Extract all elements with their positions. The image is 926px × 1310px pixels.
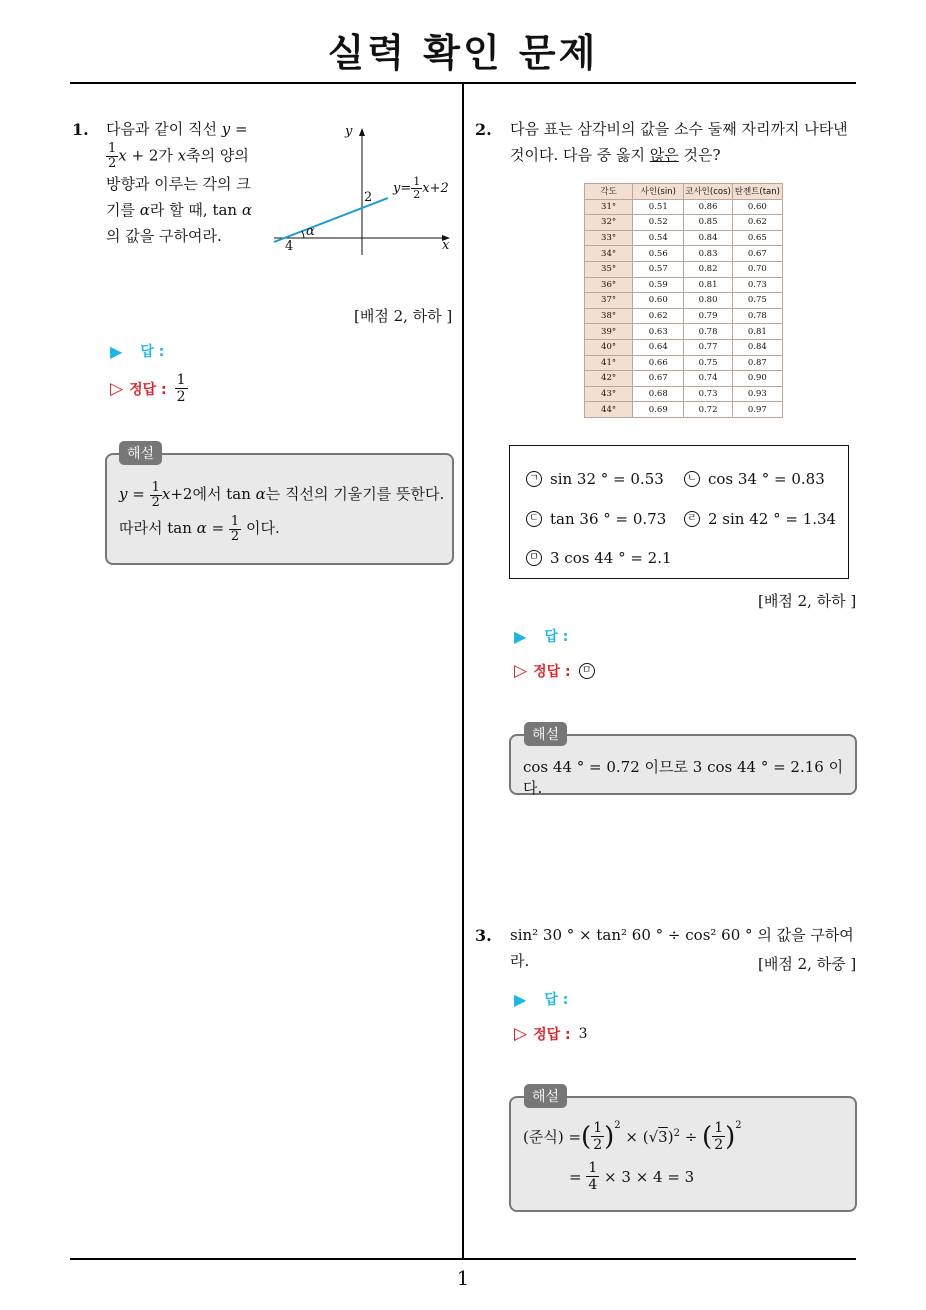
q1-correct-row: ▷ 정답 : $\frac{1}{2}$ bbox=[110, 372, 186, 405]
choice-3[interactable]: ㄷ tan 36 ° = 0.73 bbox=[526, 510, 666, 528]
value-cell: 0.81 bbox=[684, 277, 732, 293]
table-row bbox=[585, 293, 783, 309]
alpha-label: α bbox=[306, 224, 315, 239]
line-equation-label: y= $\frac{1}{2}$ x+2 bbox=[393, 175, 449, 201]
value-cell: 0.69 bbox=[633, 402, 684, 418]
angle-cell: 41° bbox=[585, 355, 633, 371]
value-cell: 0.75 bbox=[684, 355, 732, 371]
value-cell: 0.56 bbox=[633, 246, 684, 262]
value-cell: 0.54 bbox=[633, 230, 684, 246]
q2-points: [배점 2, 하하 ] bbox=[758, 592, 857, 610]
value-cell: 0.90 bbox=[732, 371, 782, 387]
value-cell: 0.85 bbox=[684, 215, 732, 231]
value-cell: 0.72 bbox=[684, 402, 732, 418]
value-cell: 0.81 bbox=[732, 324, 782, 340]
table-row bbox=[585, 215, 783, 231]
angle-cell: 36° bbox=[585, 277, 633, 293]
angle-cell: 32° bbox=[585, 215, 633, 231]
page-number: 1 bbox=[456, 1266, 470, 1290]
angle-cell: 31° bbox=[585, 199, 633, 215]
value-cell: 0.77 bbox=[684, 339, 732, 355]
table-row bbox=[585, 261, 783, 277]
value-cell: 0.60 bbox=[732, 199, 782, 215]
table-row bbox=[585, 386, 783, 402]
triangle-outline-icon: ▷ bbox=[514, 661, 528, 681]
value-cell: 0.84 bbox=[684, 230, 732, 246]
value-cell: 0.93 bbox=[732, 386, 782, 402]
trig-table-header: 각도 사인(sin) 코사인(cos) 탄젠트(tan) bbox=[585, 184, 783, 200]
table-row bbox=[585, 355, 783, 371]
table-row bbox=[585, 339, 783, 355]
play-icon: ▶ bbox=[514, 989, 527, 1009]
angle-cell: 34° bbox=[585, 246, 633, 262]
value-cell: 0.62 bbox=[633, 308, 684, 324]
angle-cell: 40° bbox=[585, 339, 633, 355]
q2-number: 2. bbox=[475, 120, 492, 139]
value-cell: 0.59 bbox=[633, 277, 684, 293]
y-axis-label: y bbox=[345, 124, 353, 139]
q3-solution-line1: (준식) = ( $\frac{1}{2}$ ) $^2$ × $(√3)^2$ ÷ ( $\frac{1}{2}$ ) $^2$ bbox=[523, 1120, 742, 1153]
value-cell: 0.86 bbox=[684, 199, 732, 215]
value-cell: 0.67 bbox=[732, 246, 782, 262]
column-divider bbox=[462, 83, 464, 1258]
x-axis-label: x bbox=[442, 238, 450, 253]
value-cell: 0.63 bbox=[633, 324, 684, 340]
value-cell: 0.74 bbox=[684, 371, 732, 387]
table-row bbox=[585, 371, 783, 387]
play-icon: ▶ bbox=[514, 626, 527, 646]
trig-table bbox=[584, 183, 783, 418]
value-cell: 0.97 bbox=[732, 402, 782, 418]
angle-arc bbox=[302, 231, 304, 238]
table-row bbox=[585, 308, 783, 324]
bottom-rule bbox=[70, 1258, 856, 1260]
table-row bbox=[585, 277, 783, 293]
angle-cell: 33° bbox=[585, 230, 633, 246]
choice-4[interactable]: ㄹ 2 sin 42 ° = 1.34 bbox=[684, 510, 836, 528]
value-cell: 0.80 bbox=[684, 293, 732, 309]
q2-choices-box bbox=[509, 445, 849, 579]
value-cell: 0.70 bbox=[732, 261, 782, 277]
page-title: 실력 확인 문제 bbox=[327, 31, 599, 75]
q1-points: [배점 2, 하하 ] bbox=[354, 307, 453, 325]
q1-solution-tag: 해설 bbox=[119, 441, 162, 465]
q3-correct-value: 3 bbox=[578, 1026, 588, 1042]
value-cell: 0.83 bbox=[684, 246, 732, 262]
angle-cell: 38° bbox=[585, 308, 633, 324]
q2-text: 다음 표는 삼각비의 값을 소수 둘째 자리까지 나타낸 것이다. 다음 중 옳지 않은 것은? bbox=[510, 120, 848, 164]
value-cell: 0.78 bbox=[732, 308, 782, 324]
q3-number: 3. bbox=[475, 926, 492, 945]
angle-cell: 39° bbox=[585, 324, 633, 340]
choice-2[interactable]: ㄴ cos 34 ° = 0.83 bbox=[684, 470, 825, 488]
table-row bbox=[585, 230, 783, 246]
value-cell: 0.87 bbox=[732, 355, 782, 371]
value-cell: 0.65 bbox=[732, 230, 782, 246]
value-cell: 0.60 bbox=[633, 293, 684, 309]
value-cell: 0.66 bbox=[633, 355, 684, 371]
play-icon: ▶ bbox=[110, 341, 123, 361]
q2-correct-value: ㅁ bbox=[579, 663, 595, 679]
q1-solution-box bbox=[105, 453, 454, 565]
triangle-outline-icon: ▷ bbox=[514, 1024, 528, 1044]
value-cell: 0.79 bbox=[684, 308, 732, 324]
q1-answer-row: ▶ 답 : bbox=[110, 341, 165, 361]
value-cell: 0.62 bbox=[732, 215, 782, 231]
q3-solution-box bbox=[509, 1096, 857, 1212]
value-cell: 0.64 bbox=[633, 339, 684, 355]
table-row bbox=[585, 246, 783, 262]
q1-number: 1. bbox=[72, 120, 89, 139]
value-cell: 0.75 bbox=[732, 293, 782, 309]
angle-cell: 42° bbox=[585, 371, 633, 387]
value-cell: 0.73 bbox=[684, 386, 732, 402]
value-cell: 0.78 bbox=[684, 324, 732, 340]
value-cell: 0.57 bbox=[633, 261, 684, 277]
q2-solution-text: cos 44 ° = 0.72 이므로 3 cos 44 ° = 2.16 이다. bbox=[523, 758, 844, 797]
q3-answer-row: ▶ 답 : bbox=[514, 989, 569, 1009]
angle-cell: 37° bbox=[585, 293, 633, 309]
q3-points: [배점 2, 하중 ] bbox=[758, 955, 857, 973]
triangle-outline-icon: ▷ bbox=[110, 378, 124, 399]
q2-solution-tag: 해설 bbox=[524, 722, 567, 746]
q3-solution-line2: = $\frac{1}{4}$ × 3 × 4 = 3 bbox=[569, 1160, 695, 1193]
x-intercept-label: 4 bbox=[285, 239, 294, 254]
angle-cell: 43° bbox=[585, 386, 633, 402]
table-row bbox=[585, 324, 783, 340]
q2-correct-row: ▷ 정답 : ㅁ bbox=[514, 661, 603, 681]
choice-1[interactable]: ㄱ sin 32 ° = 0.53 bbox=[526, 470, 664, 488]
q3-correct-row: ▷ 정답 : 3 bbox=[514, 1024, 588, 1044]
q3-solution-tag: 해설 bbox=[524, 1084, 567, 1108]
y-axis-arrow bbox=[359, 128, 365, 136]
choice-5[interactable]: ㅁ 3 cos 44 ° = 2.1 bbox=[526, 549, 672, 567]
q3-text: sin² 30 ° × tan² 60 ° ÷ cos² 60 ° 의 값을 구하여라. bbox=[510, 926, 854, 970]
angle-cell: 35° bbox=[585, 261, 633, 277]
table-row bbox=[585, 199, 783, 215]
value-cell: 0.67 bbox=[633, 371, 684, 387]
value-cell: 0.82 bbox=[684, 261, 732, 277]
value-cell: 0.52 bbox=[633, 215, 684, 231]
q1-text: 다음과 같이 직선 y = $\frac{1}{2}$ x + 2가 x축의 양의 방향과 이루는 각의 크기를 α라 할 때, tan α의 값을 구하여라. bbox=[106, 120, 252, 245]
q1-solution-text: y = $\frac{1}{2}$ x+2에서 tan α는 직선의 기울기를 뜻한다. 따라서 tan α = $\frac{1}{2}$ 이다. bbox=[119, 479, 445, 544]
q2-answer-row: ▶ 답 : bbox=[514, 626, 569, 646]
angle-cell: 44° bbox=[585, 402, 633, 418]
value-cell: 0.68 bbox=[633, 386, 684, 402]
value-cell: 0.73 bbox=[732, 277, 782, 293]
q1-correct-value: $\frac{1}{2}$ bbox=[176, 372, 186, 405]
table-row bbox=[585, 402, 783, 418]
value-cell: 0.84 bbox=[732, 339, 782, 355]
y-intercept-label: 2 bbox=[364, 190, 373, 205]
value-cell: 0.51 bbox=[633, 199, 684, 215]
